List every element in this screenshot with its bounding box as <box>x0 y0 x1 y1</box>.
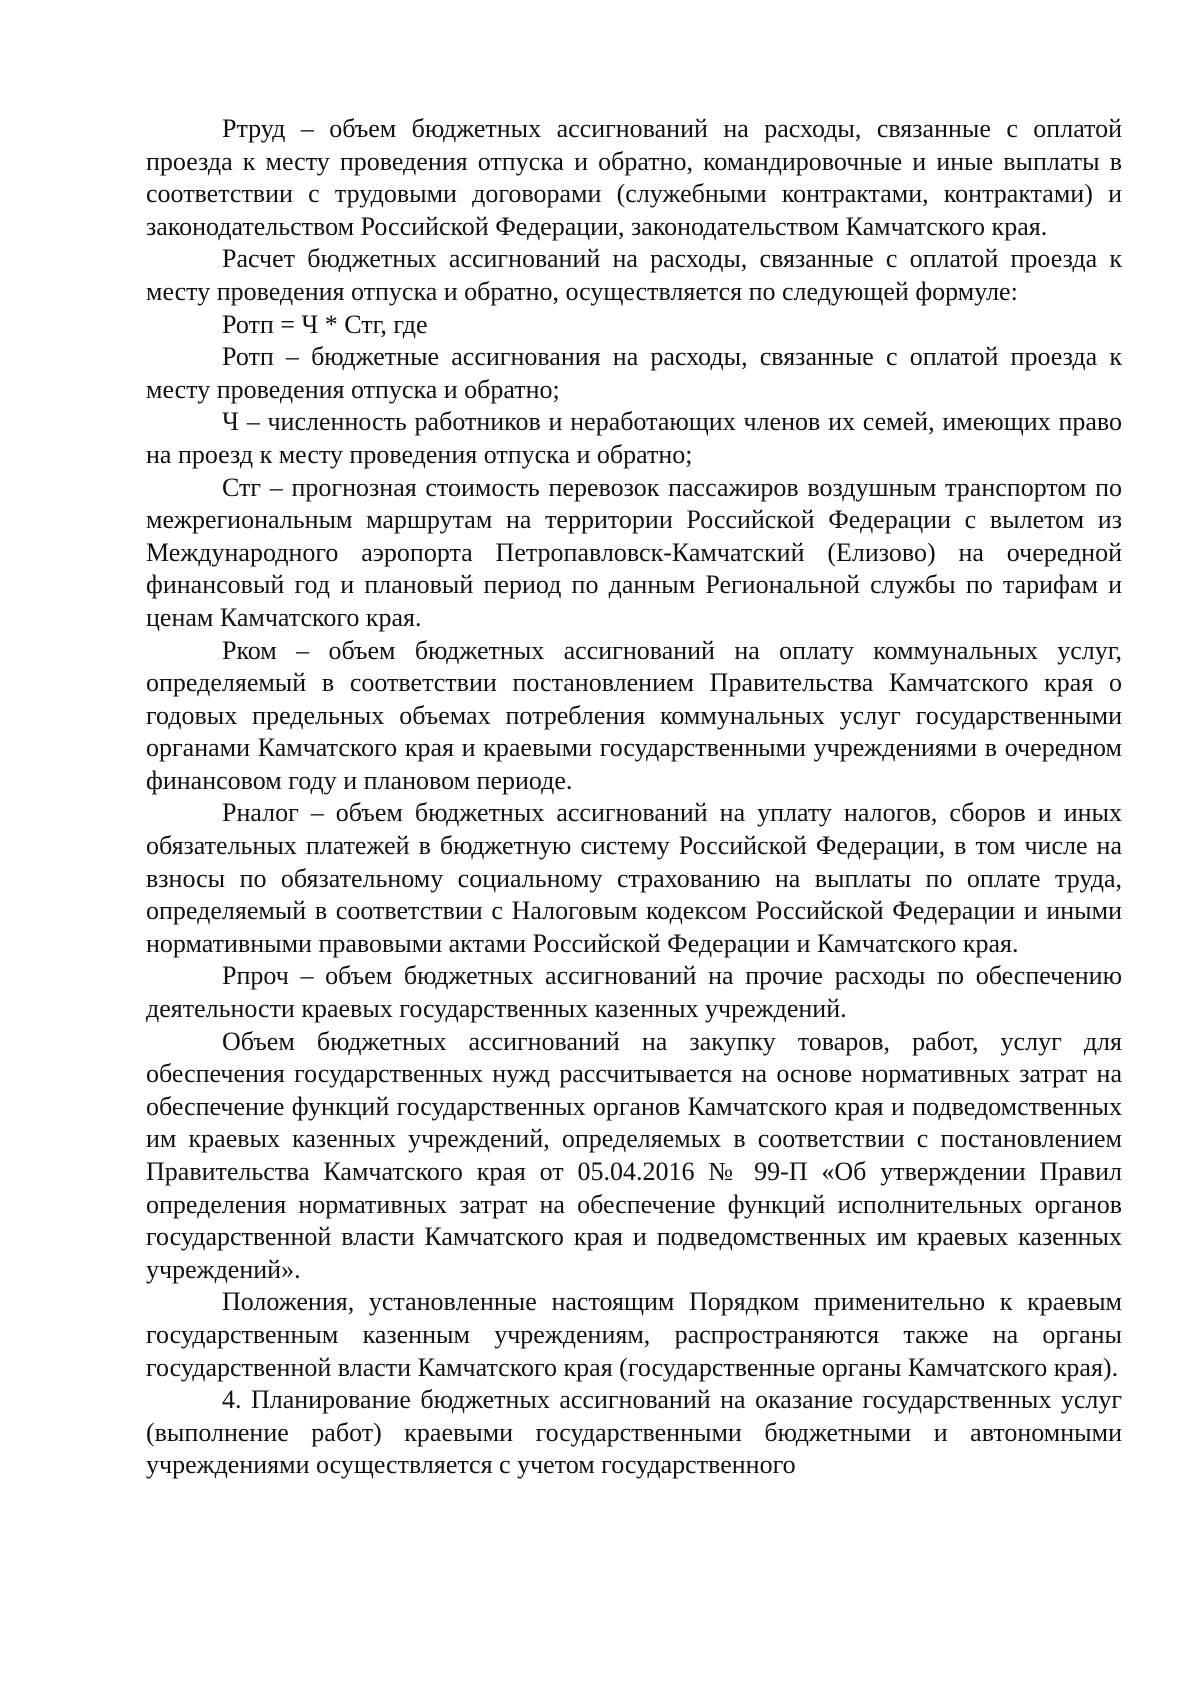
paragraph-procurement-volume: Объем бюджетных ассигнований на закупку товаров, работ, услуг для обеспечения государственных нужд рассчитывается на основе нормативных затрат на обеспечение функций государственных органов Камчатского края и подведомственных им краевых казенных учреждений, определяемых в соответствии с постановлением Правительства Камчатского края от 05.04.2016 № 99-П «Об утверждении Правил определения нормативных затрат на обеспечение функций исполнительных органов государственной власти Камчатского края и подведомственных им краевых казенных учреждений». <box>146 1026 1122 1284</box>
paragraph-section-4: 4. Планирование бюджетных ассигнований на оказание государственных услуг (выполнение работ) краевыми государственными бюджетными и автономными учреждениями осуществляется с учетом государственного <box>146 1385 1122 1480</box>
paragraph-rotp-definition: Ротп – бюджетные ассигнования на расходы, связанные с оплатой проезда к месту проведения отпуска и обратно; <box>146 342 1122 404</box>
paragraph-stg-definition: Стг – прогнозная стоимость перевозок пассажиров воздушным транспортом по межрегиональным маршрутам на территории Российской Федерации с вылетом из Международного аэропорта Петропавловск-Камчатский (Елизово) на очередной финансовый год и плановый период по данным Региональной службы по тарифам и ценам Камчатского края. <box>146 472 1122 632</box>
paragraph-rotp-calculation-intro: Расчет бюджетных ассигнований на расходы, связанные с оплатой проезда к месту проведения отпуска и обратно, осуществляется по следующей формуле: <box>146 244 1122 306</box>
paragraph-provisions-scope: Положения, установленные настоящим Порядком применительно к краевым государственным казенным учреждениям, распространяются также на органы государственной власти Камчатского края (государственные органы Камчатского края). <box>146 1287 1122 1382</box>
paragraph-rkom-definition: Рком – объем бюджетных ассигнований на оплату коммунальных услуг, определяемый в соответствии постановлением Правительства Камчатского края о годовых предельных объемах потребления коммунальных услуг государственными органами Камчатского края и краевыми государственными учреждениями в очередном финансовом году и плановом периоде. <box>146 635 1122 795</box>
paragraph-rtrud-definition: Ртруд – объем бюджетных ассигнований на расходы, связанные с оплатой проезда к месту проведения отпуска и обратно, командировочные и иные выплаты в соответствии с трудовыми договорами (служебными контрактами, контрактами) и законодательством Российской Федерации, законодательством Камчатского края. <box>146 114 1122 241</box>
paragraph-ch-definition: Ч – численность работников и неработающих членов их семей, имеющих право на проезд к месту проведения отпуска и обратно; <box>146 407 1122 469</box>
paragraph-rproch-definition: Рпроч – объем бюджетных ассигнований на прочие расходы по обеспечению деятельности краевых государственных казенных учреждений. <box>146 961 1122 1024</box>
paragraph-rotp-formula: Ротп = Ч * Стг, где <box>222 309 428 339</box>
paragraph-rnalog-definition: Рналог – объем бюджетных ассигнований на уплату налогов, сборов и иных обязательных платежей в бюджетную систему Российской Федерации, в том числе на взносы по обязательному социальному страхованию на выплаты по оплате труда, определяемый в соответствии с Налоговым кодексом Российской Федерации и иными нормативными правовыми актами Российской Федерации и Камчатского края. <box>146 798 1122 958</box>
document-page <box>146 113 1122 1482</box>
